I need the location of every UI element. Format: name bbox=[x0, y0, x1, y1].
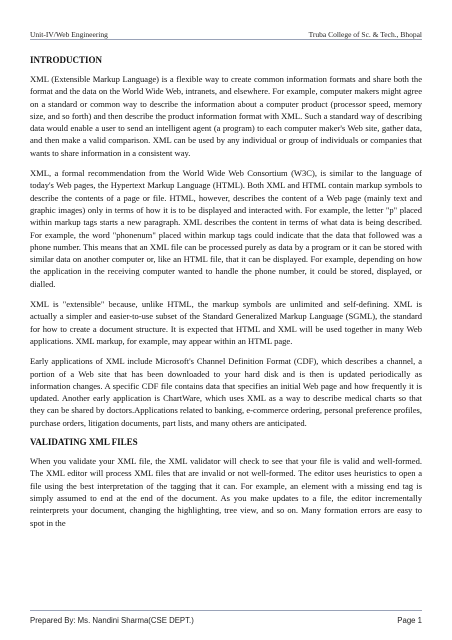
introduction-paragraph-2: XML, a formal recommendation from the World Wide Web Consortium (W3C), is similar to the language of today's Web pages, the Hypertext Markup Language (HTML). Both XML and HTML contain markup symbols to describe the contents of a page or file. HTML, however, describes the content of a Web page (mainly text and graphic images) only in terms of how it is to be displayed and interacted with. For example, the letter "p" placed within markup tags starts a new paragraph. XML describes the content in terms of what data is being described. For example, the word "phonenum" placed within markup tags could indicate that the data that followed was a phone number. This means that an XML file can be processed purely as data by a program or it can be stored with similar data on another computer or, like an HTML file, that it can be displayed. For example, depending on how the application in the receiving computer wanted to handle the phone number, it could be stored, displayed, or dialled. bbox=[30, 168, 422, 289]
page-footer bbox=[30, 614, 422, 626]
footer-author: Prepared By: Ms. Nandini Sharma(CSE DEPT.) bbox=[30, 615, 194, 625]
header-unit-title: Unit-IV/Web Engineering bbox=[30, 30, 108, 39]
introduction-paragraph-3: XML is "extensible" because, unlike HTML, the markup symbols are unlimited and self-defining. XML is actually a simpler and easier-to-use subset of the Standard Generalized Markup Language (SGML), the standard for how to create a document structure. It is expected that HTML and XML will be used together in many Web applications. XML markup, for example, may appear within an HTML page. bbox=[30, 299, 422, 346]
header-divider bbox=[30, 39, 422, 40]
document-body bbox=[30, 55, 422, 610]
header-college-name: Truba College of Sc. & Tech., Bhopal bbox=[308, 30, 422, 39]
introduction-heading: INTRODUCTION bbox=[30, 55, 103, 65]
introduction-paragraph-1: XML (Extensible Markup Language) is a flexible way to create common information formats and share both the format and the data on the World Wide Web, intranets, and elsewhere. For example, computer makers might agree on a standard or common way to describe the information about a computer product (processor speed, memory size, and so forth) and then describe the product information format with XML. Such a standard way of describing data would enable a user to send an intelligent agent (a program) to each computer maker's Web site, gather data, and then make a valid comparison. XML can be used by any individual or group of individuals or companies that wants to share information in a consistent way. bbox=[30, 74, 422, 158]
page-header bbox=[30, 25, 422, 39]
validating-xml-heading: VALIDATING XML FILES bbox=[30, 437, 138, 448]
introduction-paragraph-4: Early applications of XML include Microsoft's Channel Definition Format (CDF), which describes a channel, a portion of a Web site that has been downloaded to your hard disk and is then is updated periodically as information changes. A specific CDF file contains data that specifies an initial Web page and how frequently it is updated. Another early application is ChartWare, which uses XML as a way to describe medical charts so that they can be shared by doctors.Applications related to banking, e-commerce ordering, personal preference profiles, purchase orders, litigation documents, part lists, and many others are anticipated. bbox=[30, 356, 422, 428]
validating-xml-paragraph: When you validate your XML file, the XML validator will check to see that your file is valid and well-formed. The XML editor will process XML files that are invalid or not well-formed. The editor uses heuristics to open a file using the best interpretation of the tagging that it can. For example, an element with a missing end tag is simply assumed to end at the end of the document. As you make updates to a file, the editor incrementally reinterprets your document, changing the highlighting, tree view, and so on. Many formation errors are easy to spot in the bbox=[30, 456, 422, 528]
footer-page-number: Page 1 bbox=[397, 615, 422, 625]
footer-divider bbox=[30, 610, 422, 611]
